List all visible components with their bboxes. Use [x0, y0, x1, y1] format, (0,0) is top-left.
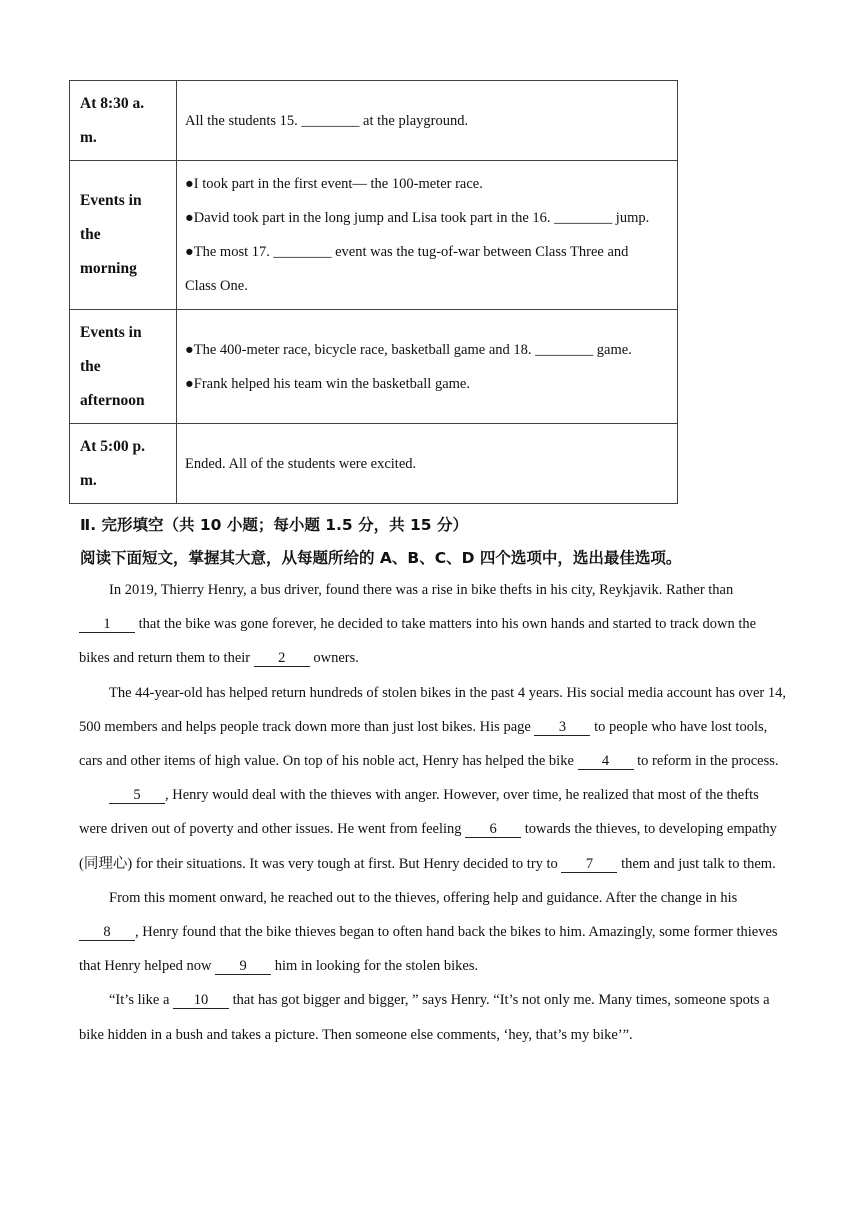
- cloze-blank[interactable]: 7: [561, 856, 617, 873]
- passage-paragraph: [79, 778, 787, 881]
- event-line: ●The 400-meter race, bicycle race, basketball game and 18. ________ game.: [185, 341, 632, 358]
- label-line: m.: [80, 471, 97, 489]
- cloze-blank[interactable]: 3: [534, 719, 590, 736]
- label-line: Events in: [80, 192, 142, 209]
- schedule-events: [177, 310, 678, 424]
- event-line: ●I took part in the first event— the 100-meter race.: [185, 176, 483, 192]
- schedule-row: [70, 424, 678, 504]
- event-line: Ended. All of the students were excited.: [185, 455, 417, 472]
- passage-text: towards the thieves, to developing empathy (同理心) for their situations. It was very tough at first. But Henry decided to try to: [79, 821, 777, 872]
- passage-text: , Henry would deal with the thieves with anger. However, over time, he realized that most of the thefts were driven out of poverty and other issues. He went from feeling: [79, 787, 759, 838]
- schedule-time-label: [70, 81, 177, 161]
- cloze-blank[interactable]: 5: [109, 787, 165, 804]
- event-line: Class One.: [185, 278, 248, 294]
- schedule-time-label: [70, 424, 177, 504]
- schedule-table: [69, 80, 678, 504]
- section-heading: Ⅱ. 完形填空（共 10 小题；每小题 1.5 分，共 15 分）: [80, 516, 468, 534]
- label-line: At 5:00 p.: [80, 437, 146, 455]
- passage-text: to people who have lost tools, cars and other items of high value. On top of his noble act, Henry has helped the bike: [79, 718, 768, 770]
- passage-paragraph: [79, 881, 787, 984]
- passage-text: , Henry found that the bike thieves began to often hand back the bikes to him. Amazingly, some former thieves that Henry helped now: [79, 924, 778, 975]
- event-line: ●Frank helped his team win the basketball game.: [185, 375, 470, 392]
- schedule-row: [70, 161, 678, 310]
- cloze-blank[interactable]: 10: [173, 992, 229, 1009]
- passage-paragraph: [79, 573, 787, 676]
- passage-text: that has got bigger and bigger, ” says Henry. “It’s not only me. Many times, someone spots a bike hidden in a bush and takes a picture. Then someone else comments, ‘hey, that’s my bike’”.: [79, 992, 770, 1043]
- passage-text: that the bike was gone forever, he decided to take matters into his own hands and started to track down the bikes and return them to their: [79, 616, 757, 667]
- cloze-blank[interactable]: 2: [254, 650, 310, 667]
- passage-text: “It’s like a: [109, 992, 174, 1009]
- passage-text: From this moment onward, he reached out to the thieves, offering help and guidance. After the change in his: [109, 889, 738, 906]
- cloze-blank[interactable]: 9: [215, 958, 271, 975]
- passage-text: him in looking for the stolen bikes.: [271, 958, 479, 975]
- instruction-text: 阅读下面短文，掌握其大意，从每题所给的 A、B、C、D 四个选项中，选出最佳选项。: [80, 549, 682, 567]
- schedule-row: [70, 81, 678, 161]
- schedule-events: [177, 81, 678, 161]
- schedule-row: [70, 310, 678, 424]
- passage-paragraph: [79, 676, 787, 779]
- schedule-time-label: [70, 310, 177, 424]
- label-line: Events in: [80, 323, 142, 341]
- label-line: afternoon: [80, 391, 145, 409]
- passage-text: them and just talk to them.: [617, 855, 776, 872]
- passage-paragraph: [79, 983, 787, 1051]
- schedule-time-label: [70, 161, 177, 310]
- passage-text: In 2019, Thierry Henry, a bus driver, found there was a rise in bike thefts in his city, Reykjavik. Rather than: [109, 582, 734, 598]
- label-line: the: [80, 357, 101, 375]
- event-line: All the students 15. ________ at the playground.: [185, 112, 469, 129]
- cloze-blank[interactable]: 6: [465, 821, 521, 838]
- cloze-passage: [79, 573, 787, 1052]
- passage-text: The 44-year-old has helped return hundreds of stolen bikes in the past 4 years. His social media account has over 14, 500 members and helps people track down more than just lost bikes. His page: [79, 684, 786, 735]
- schedule-events: [177, 424, 678, 504]
- label-line: morning: [80, 260, 137, 277]
- cloze-blank[interactable]: 1: [79, 616, 135, 633]
- event-line: ●The most 17. ________ event was the tug-of-war between Class Three and: [185, 244, 629, 260]
- label-line: m.: [80, 128, 97, 146]
- event-line: ●David took part in the long jump and Lisa took part in the 16. ________ jump.: [185, 210, 650, 226]
- schedule-events: [177, 161, 678, 310]
- cloze-blank[interactable]: 4: [578, 753, 634, 770]
- cloze-blank[interactable]: 8: [79, 924, 135, 941]
- passage-text: owners.: [309, 650, 359, 667]
- label-line: the: [80, 226, 101, 243]
- passage-text: to reform in the process.: [633, 753, 779, 770]
- label-line: At 8:30 a.: [80, 94, 145, 112]
